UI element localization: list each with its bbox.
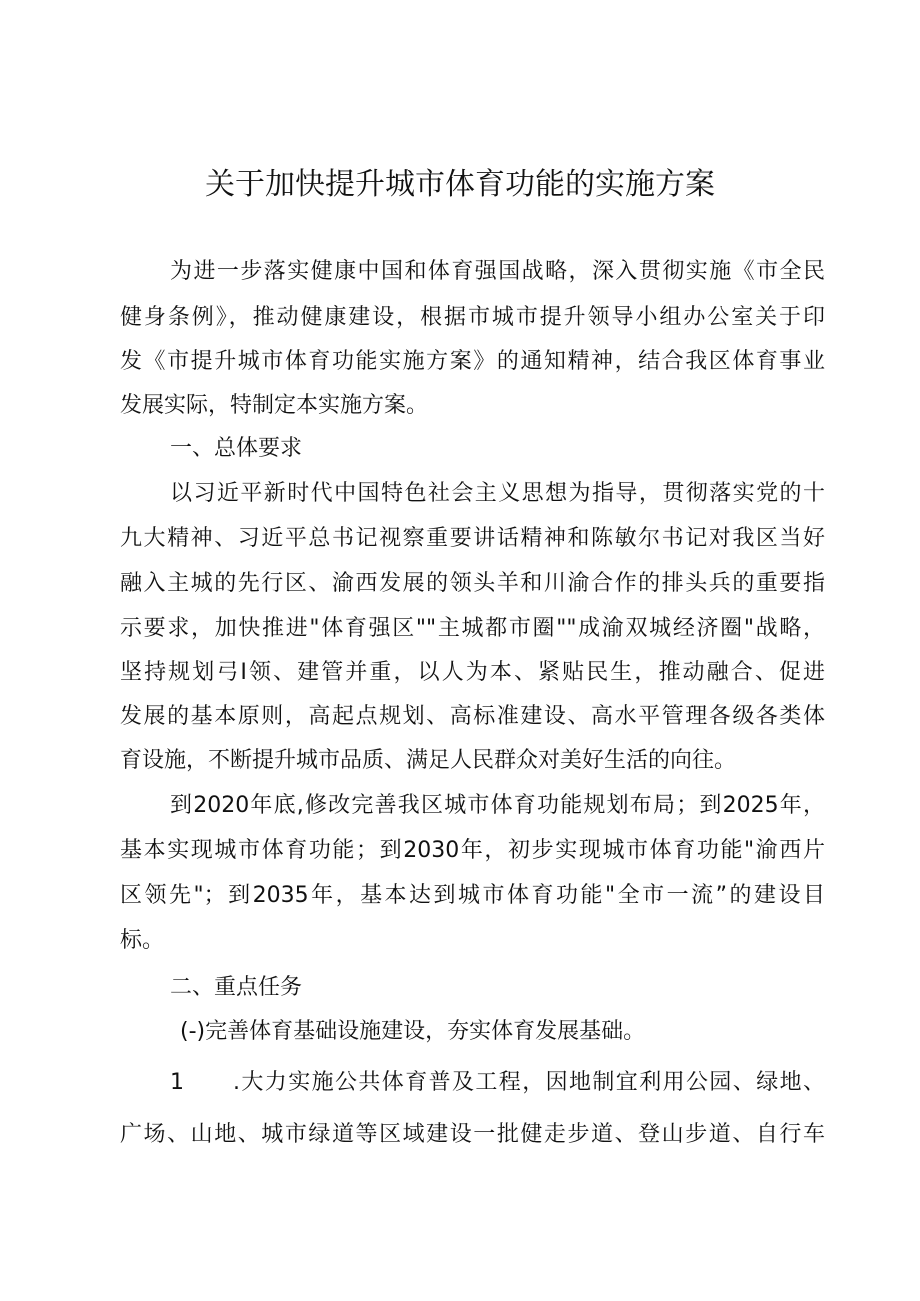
paragraph-line: 标。 bbox=[120, 928, 165, 953]
document-title: 关于加快提升城市体育功能的实施方案 bbox=[205, 167, 715, 202]
paragraph-line: 广场、山地、城市绿道等区域建设一批健走步道、登山步道、自行车 bbox=[120, 1122, 825, 1147]
paragraph-line: 融入主城的先行区、渝西发展的领头羊和川渝合作的排头兵的重要指 bbox=[120, 571, 825, 596]
paragraph-line: 九大精神、习近平总书记视察重要讲话精神和陈敏尔书记对我区当好 bbox=[120, 526, 825, 551]
paragraph-line: 发展的基本原则，高起点规划、高标准建设、高水平管理各级各类体 bbox=[120, 704, 825, 729]
subsection-heading: (-)完善体育基础设施建设，夯实体育发展基础。 bbox=[180, 1019, 646, 1044]
section-heading: 二、重点任务 bbox=[170, 975, 303, 1000]
paragraph-line: 发展实际，特制定本实施方案。 bbox=[120, 393, 429, 418]
paragraph-line: 到2020年底,修改完善我区城市体育功能规划布局；到2025年， bbox=[170, 793, 825, 818]
section-heading: 一、总体要求 bbox=[170, 436, 303, 461]
paragraph-line: 示要求，加快推进"体育强区""主城都市圈""成渝双城经济圈"战略， bbox=[120, 616, 825, 641]
paragraph-line: 为进一步落实健康中国和体育强国战略，深入贯彻实施《市全民 bbox=[170, 259, 825, 284]
paragraph-line: 健身条例》，推动健康建设，根据市城市提升领导小组办公室关于印 bbox=[120, 305, 825, 330]
paragraph-line: 区领先"；到2035年，基本达到城市体育功能"全市一流”的建设目 bbox=[120, 883, 825, 908]
item-number: 1 bbox=[170, 1070, 184, 1095]
paragraph-line: 发《市提升城市体育功能实施方案》的通知精神，结合我区体育事业 bbox=[120, 349, 825, 374]
paragraph-line: 以习近平新时代中国特色社会主义思想为指导，贯彻落实党的十 bbox=[170, 481, 825, 506]
paragraph-line: 坚持规划弓I领、建管并重，以人为本、紧贴民生，推动融合、促进 bbox=[120, 660, 825, 685]
paragraph-line: 基本实现城市体育功能；到2030年，初步实现城市体育功能"渝西片 bbox=[120, 838, 825, 863]
paragraph-line: 育设施，不断提升城市品质、满足人民群众对美好生活的向往。 bbox=[120, 748, 737, 773]
item-text: .大力实施公共体育普及工程，因地制宜利用公园、绿地、 bbox=[233, 1070, 825, 1095]
